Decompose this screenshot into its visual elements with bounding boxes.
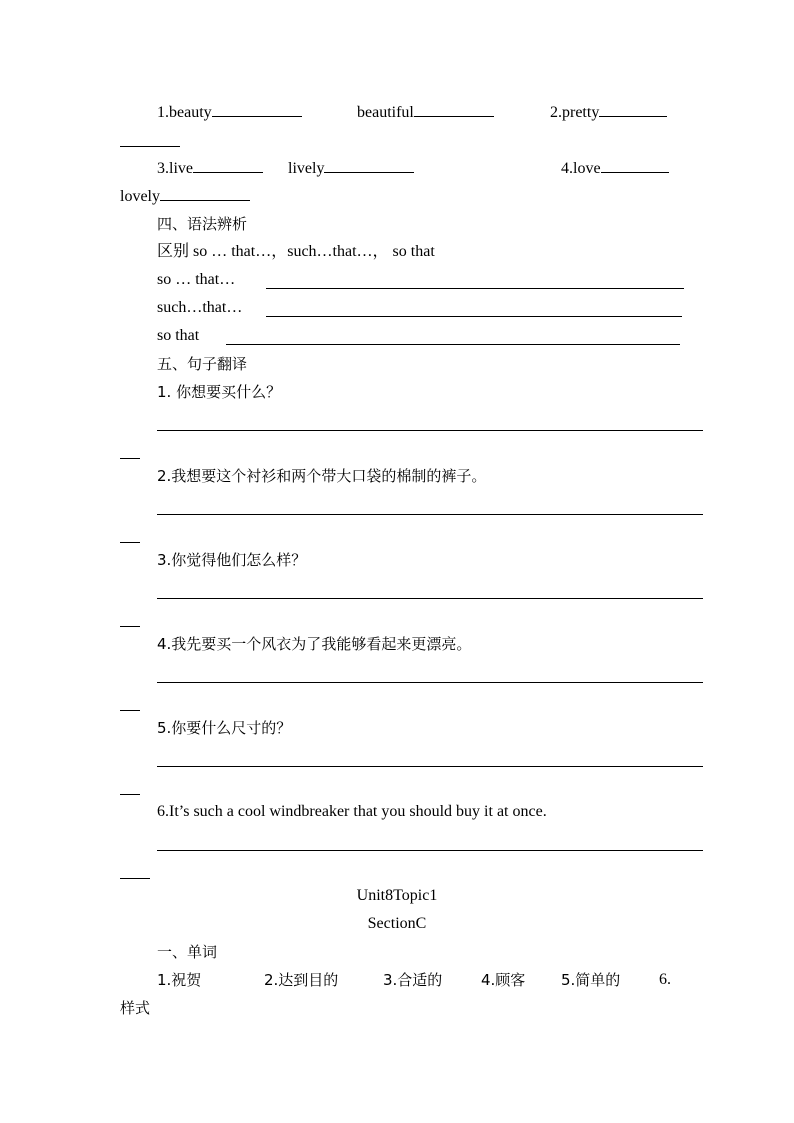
vocab-item-2: 2.达到目的 — [264, 971, 339, 989]
word-label: lively — [288, 160, 325, 177]
answer-line[interactable] — [157, 766, 703, 767]
answer-line-continued[interactable] — [120, 794, 140, 795]
grammar-intro: 区别 so … that…，such…that…， so that — [157, 243, 435, 260]
grammar-heading: 四、语法辨析 — [157, 215, 248, 233]
grammar-row-2-label: such…that… — [157, 299, 243, 316]
answer-line[interactable] — [266, 288, 684, 289]
answer-line[interactable] — [157, 514, 703, 515]
translation-item-2: 2.我想要这个衬衫和两个带大口袋的棉制的裤子。 — [157, 467, 487, 485]
word-item-4 — [561, 158, 669, 179]
word-item-3b — [288, 158, 414, 179]
answer-line[interactable] — [226, 344, 680, 345]
word-item-1b — [357, 102, 494, 123]
section-title: SectionC — [367, 915, 427, 932]
answer-line[interactable] — [157, 598, 703, 599]
grammar-row-3-label: so that — [157, 327, 200, 344]
answer-line-continued[interactable] — [120, 458, 140, 459]
word-item-4b — [120, 186, 250, 207]
answer-line-continued[interactable] — [120, 878, 150, 879]
answer-blank[interactable] — [212, 102, 302, 117]
vocab-item-3: 3.合适的 — [383, 971, 443, 989]
grammar-row-1-label: so … that… — [157, 271, 236, 288]
translation-item-4: 4.我先要买一个风衣为了我能够看起来更漂亮。 — [157, 635, 472, 653]
translation-item-3: 3.你觉得他们怎么样？ — [157, 551, 307, 569]
answer-blank-continued[interactable] — [120, 146, 180, 147]
translation-item-6: 6.It’s such a cool windbreaker that you should buy it at once. — [157, 803, 547, 820]
vocab-item-6: 6. — [659, 971, 671, 988]
word-label: 1.beauty — [157, 104, 212, 121]
answer-line[interactable] — [266, 316, 682, 317]
answer-blank[interactable] — [601, 158, 669, 173]
answer-blank[interactable] — [160, 186, 250, 201]
word-label: 2.pretty — [550, 104, 600, 121]
answer-line-continued[interactable] — [120, 542, 140, 543]
vocab-heading: 一、单词 — [157, 943, 218, 961]
unit-title: Unit8Topic1 — [356, 887, 438, 904]
translation-heading: 五、句子翻译 — [157, 355, 248, 373]
answer-line[interactable] — [157, 850, 703, 851]
word-item-1 — [157, 102, 302, 123]
answer-blank[interactable] — [599, 102, 667, 117]
word-item-2 — [550, 102, 667, 123]
word-label: 3.live — [157, 160, 193, 177]
answer-blank[interactable] — [193, 158, 263, 173]
vocab-item-4: 4.顾客 — [481, 971, 526, 989]
answer-line[interactable] — [157, 430, 703, 431]
vocab-item-1: 1.祝贺 — [157, 971, 202, 989]
answer-blank[interactable] — [324, 158, 414, 173]
word-item-3 — [157, 158, 263, 179]
vocab-item-5: 5.简单的 — [561, 971, 621, 989]
answer-line-continued[interactable] — [120, 626, 140, 627]
translation-item-1: 1. 你想要买什么？ — [157, 383, 282, 401]
answer-line-continued[interactable] — [120, 710, 140, 711]
translation-item-5: 5.你要什么尺寸的？ — [157, 719, 292, 737]
word-label: lovely — [120, 188, 160, 205]
word-label: beautiful — [357, 104, 414, 121]
vocab-item-6-cont: 样式 — [120, 999, 151, 1017]
answer-line[interactable] — [157, 682, 703, 683]
word-label: 4.love — [561, 160, 601, 177]
answer-blank[interactable] — [414, 102, 494, 117]
